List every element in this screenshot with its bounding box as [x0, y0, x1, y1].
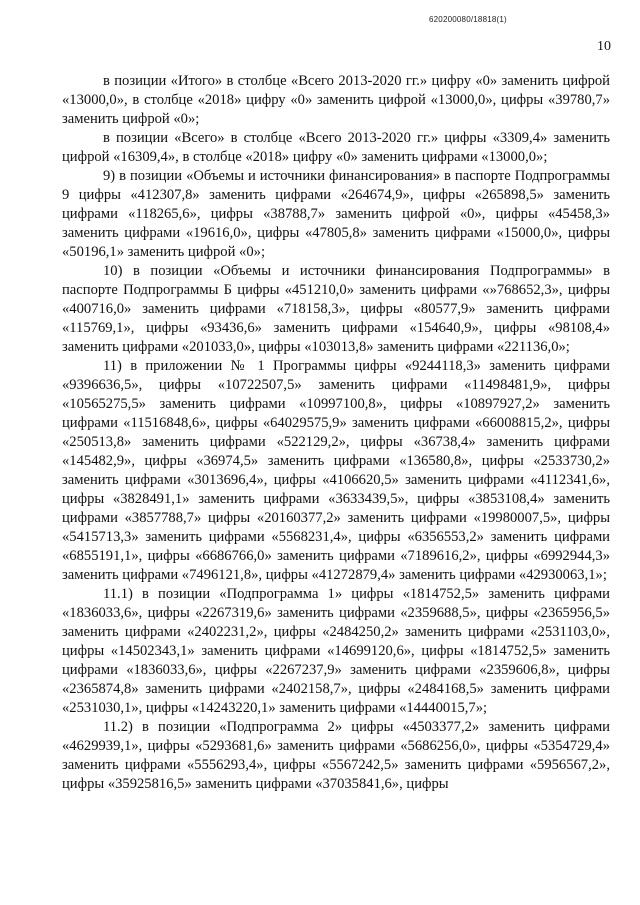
paragraph-itogo: в позиции «Итого» в столбце «Всего 2013-2020 гг.» цифру «0» заменить цифрой «13000,0», в столбце «2018» цифру «0» заменить цифрой «13000,0», цифры «39780,7» заменить цифрой «0»; — [62, 73, 610, 127]
paragraph-item-10: 10) в позиции «Объемы и источники финансирования Подпрограммы» в паспорте Подпрограммы Б цифры «451210,0» заменить цифрами «»768652,3», цифры «400716,0» заменить цифрами «718158,3», цифры «80577,9» заменить цифрами «115769,1», цифры «93436,6» заменить цифрами «154640,9», цифры «98108,4» заменить цифрами «201033,0», цифры «103013,8» заменить цифрами «221136,0»; — [62, 263, 610, 355]
page-number: 10 — [597, 39, 611, 54]
paragraph-vsego: в позиции «Всего» в столбце «Всего 2013-2020 гг.» цифры «3309,4» заменить цифрой «16309,4», в столбце «2018» цифру «0» заменить цифрами «13000,0»; — [62, 130, 610, 165]
paragraph-item-9: 9) в позиции «Объемы и источники финансирования» в паспорте Подпрограммы 9 цифры «412307,8» заменить цифрами «264674,9», цифры «265898,5» заменить цифрами «118265,6», цифры «38788,7» заменить цифрой «0», цифры «45458,3» заменить цифрами «19616,0», цифры «47805,8» заменить цифрами «15000,0», цифры «50196,1» заменить цифрой «0»; — [62, 168, 610, 260]
paragraph-item-11-1: 11.1) в позиции «Подпрограмма 1» цифры «1814752,5» заменить цифрами «1836033,6», цифры «2267319,6» заменить цифрами «2359688,5», цифры «2365956,5» заменить цифрами «2402231,2», цифры «2484250,2» заменить цифрами «2531103,0», цифры «14502343,1» заменить цифрами «14699120,6», цифры «1814752,5» заменить цифрами «1836033,6», цифры «2267237,9» заменить цифрами «2359606,8», цифры «2365874,8» заменить цифрами «2402158,7», цифры «2484168,5» заменить цифрами «2531030,1», цифры «14243220,1» заменить цифрами «14440015,7»; — [62, 586, 610, 716]
document-id: 620200080/18818(1) — [429, 15, 507, 24]
paragraph-item-11-2: 11.2) в позиции «Подпрограмма 2» цифры «4503377,2» заменить цифрами «4629939,1», цифры «5293681,6» заменить цифрами «5686256,0», цифры «5354729,4» заменить цифрами «5556293,4», цифры «5567242,5» заменить цифрами «5956567,2», цифры «35925816,5» заменить цифрами «37035841,6», цифры — [62, 719, 610, 792]
paragraph-item-11: 11) в приложении № 1 Программы цифры «9244118,3» заменить цифрами «9396636,5», цифры «10722507,5» заменить цифрами «11498481,9», цифры «10565275,5» заменить цифрами «10997100,8», цифры «10897927,2» заменить цифрами «11516848,6», цифры «64029575,9» заменить цифрами «66008815,2», цифры «250513,8» заменить цифрами «522129,2», цифры «36738,4» заменить цифрами «145482,9», цифры «36974,5» заменить цифрами «136580,8», цифры «2533730,2» заменить цифрами «3013696,4», цифры «4106620,5» заменить цифрами «4112341,6», цифры «3828491,1» заменить цифрами «3633439,5», цифры «3853108,4» заменить цифрами «3857788,7» цифры «20160377,2» заменить цифрами «19980007,5», цифры «5415713,3» заменить цифрами «5568231,4», цифры «6356553,2» заменить цифрами «6855191,1», цифры «6686766,0» заменить цифрами «7189616,2», цифры «6992944,3» заменить цифрами «7496121,8», цифры «41272879,4» заменить цифрами «42930063,1»; — [62, 358, 610, 583]
document-body — [62, 72, 610, 794]
